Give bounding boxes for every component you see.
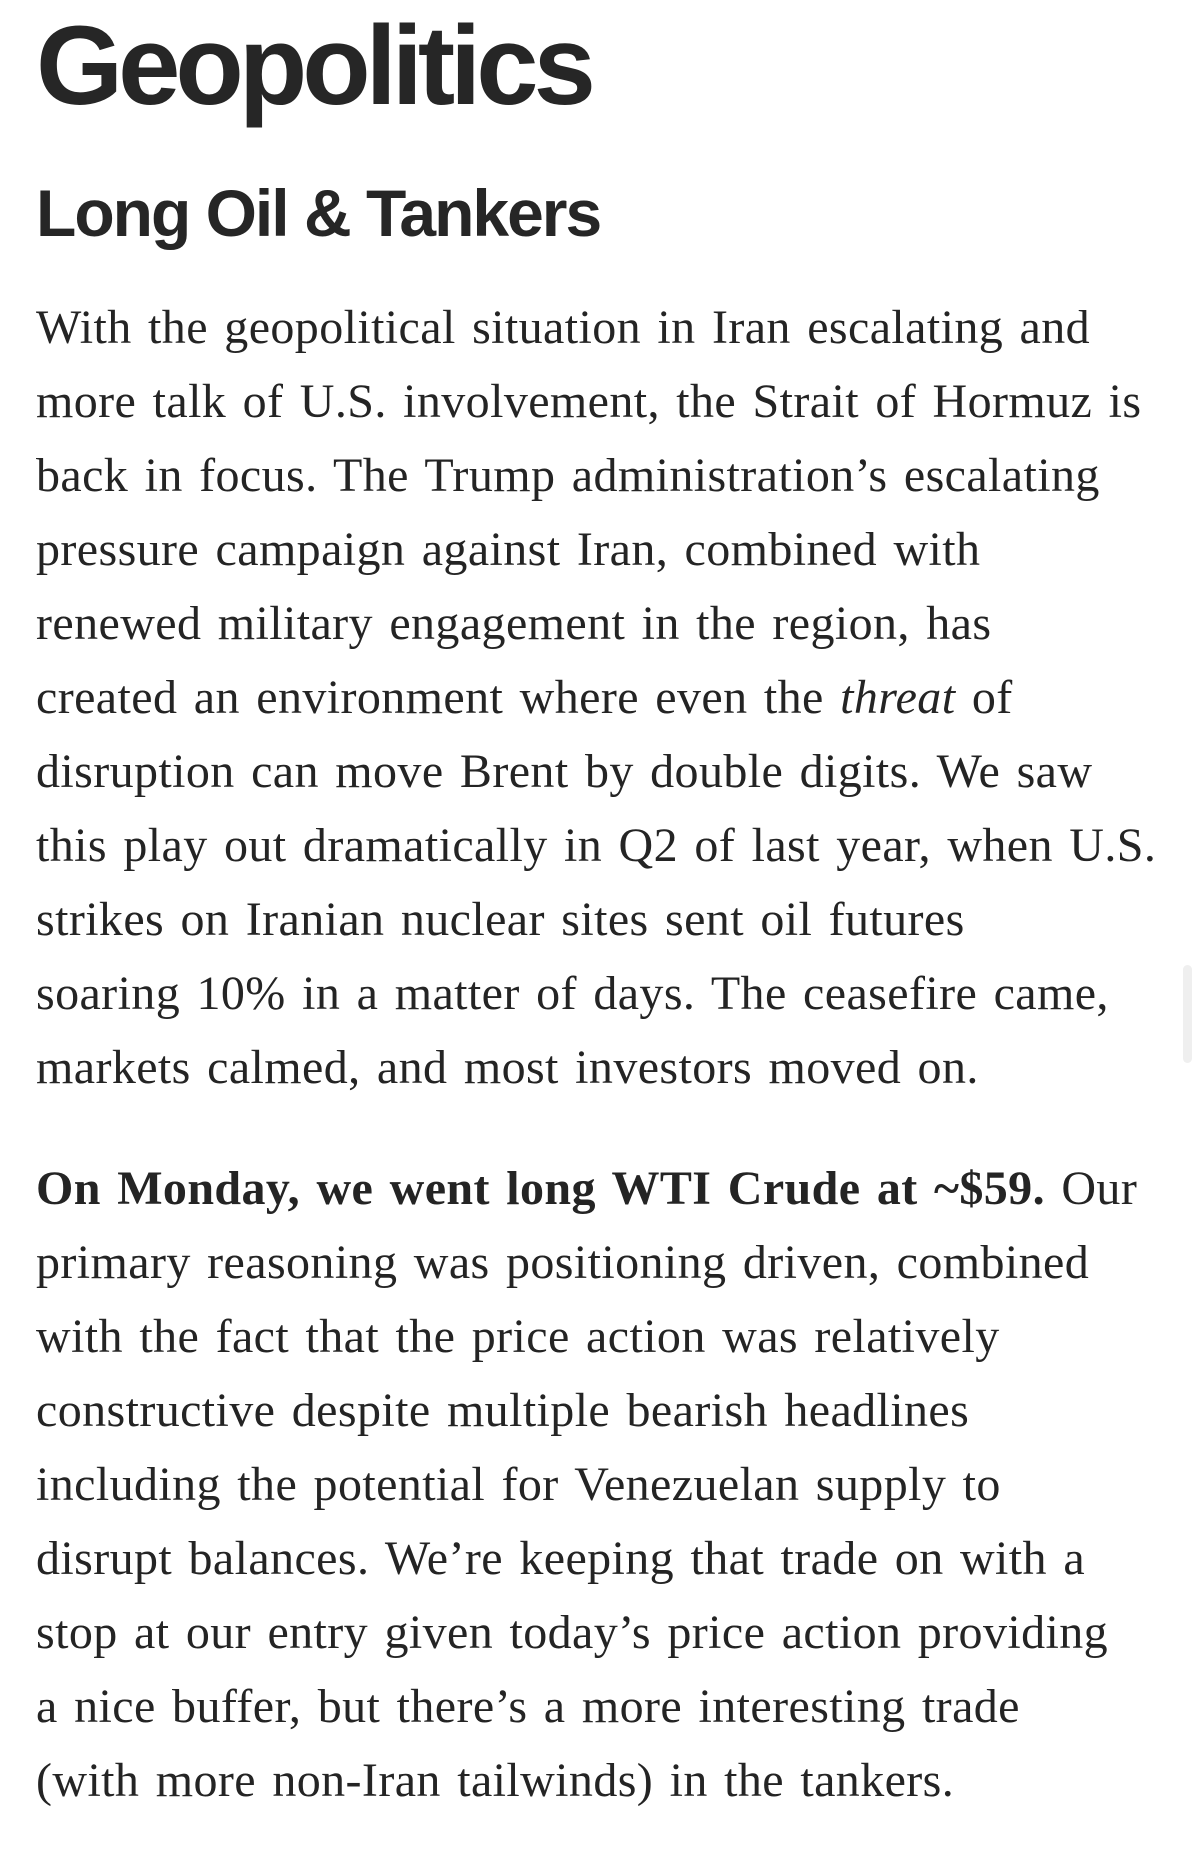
text-run: With the geopolitical situation in Iran escalating and bbox=[36, 301, 1091, 354]
paragraph bbox=[36, 291, 1164, 1105]
text-run: stop at our entry given today’s price action providing bbox=[36, 1606, 1109, 1659]
text-line bbox=[36, 365, 1164, 439]
text-run: disruption can move Brent by double digits. We saw bbox=[36, 745, 1093, 798]
text-run: primary reasoning was positioning driven, combined bbox=[36, 1236, 1090, 1289]
text-line bbox=[36, 1596, 1164, 1670]
text-line bbox=[36, 1522, 1164, 1596]
text-run: more talk of U.S. involvement, the Strait of Hormuz is bbox=[36, 375, 1142, 428]
text-line bbox=[36, 661, 1164, 735]
text-line bbox=[36, 587, 1164, 661]
text-run-bold: On Monday, we went long WTI Crude at ~$59. bbox=[36, 1162, 1045, 1215]
text-run: (with more non-Iran tailwinds) in the tankers. bbox=[36, 1754, 955, 1807]
text-line bbox=[36, 735, 1164, 809]
text-line bbox=[36, 513, 1164, 587]
text-run: with the fact that the price action was relatively bbox=[36, 1310, 1000, 1363]
text-run: including the potential for Venezuelan supply to bbox=[36, 1458, 1001, 1511]
text-run: constructive despite multiple bearish headlines bbox=[36, 1384, 970, 1437]
text-line bbox=[36, 1300, 1164, 1374]
text-line bbox=[36, 1744, 1164, 1818]
text-run: renewed military engagement in the region, has bbox=[36, 597, 992, 650]
text-run: created an environment where even the bbox=[36, 671, 841, 724]
text-line bbox=[36, 291, 1164, 365]
text-run: markets calmed, and most investors moved on. bbox=[36, 1041, 979, 1094]
text-line bbox=[36, 1031, 1164, 1105]
text-line bbox=[36, 439, 1164, 513]
text-line bbox=[36, 883, 1164, 957]
text-run: disrupt balances. We’re keeping that trade on with a bbox=[36, 1532, 1086, 1585]
text-line bbox=[36, 1670, 1164, 1744]
text-line bbox=[36, 809, 1164, 883]
article-body bbox=[36, 291, 1164, 1818]
page-title: Geopolitics bbox=[36, 3, 591, 128]
section-title: Long Oil & Tankers bbox=[36, 176, 601, 250]
text-line bbox=[36, 1152, 1164, 1226]
text-line bbox=[36, 957, 1164, 1031]
text-run: this play out dramatically in Q2 of last year, when U.S. bbox=[36, 819, 1157, 872]
paragraph bbox=[36, 1152, 1164, 1818]
text-run: a nice buffer, but there’s a more interesting trade bbox=[36, 1680, 1020, 1733]
scrollbar-thumb[interactable] bbox=[1183, 965, 1192, 1063]
text-line bbox=[36, 1226, 1164, 1300]
text-run: soaring 10% in a matter of days. The ceasefire came, bbox=[36, 967, 1109, 1020]
text-line bbox=[36, 1448, 1164, 1522]
text-run: Our bbox=[1044, 1162, 1138, 1215]
text-run: strikes on Iranian nuclear sites sent oil futures bbox=[36, 893, 965, 946]
text-run-italic: threat bbox=[840, 671, 956, 724]
text-line bbox=[36, 1374, 1164, 1448]
text-run: of bbox=[955, 671, 1013, 724]
text-run: pressure campaign against Iran, combined with bbox=[36, 523, 981, 576]
text-run: back in focus. The Trump administration’s escalating bbox=[36, 449, 1100, 502]
